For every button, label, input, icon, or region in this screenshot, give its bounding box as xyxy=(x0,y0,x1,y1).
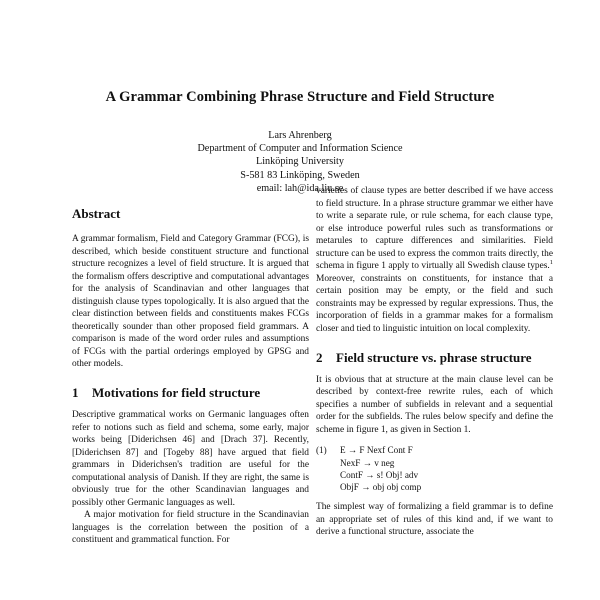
section-2-title: Field structure vs. phrase structure xyxy=(336,349,532,365)
section-1-title: Motivations for field structure xyxy=(92,385,261,401)
author-department: Department of Computer and Information Science xyxy=(197,143,403,155)
author-address: S-581 83 Linköping, Sweden xyxy=(240,169,360,181)
right-column-text: varieties of clause types are better described if we have access to field structure. In a phrase structure grammar we either have to write a separate rule, or rule schema, for each clause type, or else introduce powerful rules such as transformations or metarules to capture differences and similarities. Field structure can be used to express the common traits directly, the schema in figure 1 apply to virtually all Swedish clause types. xyxy=(316,186,553,272)
paper-title: A Grammar Combining Phrase Structure and Field Structure xyxy=(105,89,495,105)
rule-row: (1) E → F Nexf Cont F xyxy=(316,445,413,456)
author-name: Lars Ahrenberg xyxy=(268,130,332,141)
example-label: (1) xyxy=(316,445,327,456)
section-1-heading xyxy=(72,385,309,401)
rule-lhs: NexF xyxy=(340,457,361,468)
right-column-text-cont: Moreover, constraints on constituents, for instance that a certain position may be empty, or the field and such constraints may be expressed by regular expressions. Thus, the incorporation of fields in a grammar makes for a formalism closer and tied to linguistic intuition on local complexity. xyxy=(316,273,553,335)
rule-lhs: ContF xyxy=(340,469,363,480)
section-2-heading xyxy=(316,350,553,366)
section-1-paragraph: A major motivation for field structure in the Scandinavian languages is the correlation between the position of a constituent and grammatical function. For xyxy=(72,510,309,546)
footnote-mark: 1 xyxy=(549,259,553,267)
rule-rhs: → v neg xyxy=(362,457,395,468)
section-2-number: 2 xyxy=(316,349,323,365)
rule-row xyxy=(316,457,553,469)
right-column xyxy=(316,185,553,539)
rule-row xyxy=(316,469,553,481)
grammar-rules-example xyxy=(316,444,553,493)
section-1-number: 1 xyxy=(72,385,79,401)
author-university: Linköping University xyxy=(255,156,344,168)
section-2-paragraph: The simplest way of formalizing a field grammar is to define an appropriate set of rules of this kind and, if we want to derive a functional structure, associate the xyxy=(316,502,553,538)
rule-rhs: → s! Obj! adv xyxy=(365,469,419,480)
author-email: email: lah@ida.liu.se xyxy=(256,182,344,194)
abstract-heading: Abstract xyxy=(72,206,121,221)
section-1-paragraph: Descriptive grammatical works on Germanic languages often refer to notions such as field and schema, some early, major works being [Diderichsen 46] and [Drach 37]. Recently, [Diderichsen 87] and [Togeby 88] have argued that field grammars in Diderichsen's tradition are useful for the computational analysis of Danish. If they are right, the same is obviously true for the other Scandinavian languages and possibly other Germanic languages as well. xyxy=(72,410,309,508)
rule-lhs: E xyxy=(340,445,346,456)
section-2-intro: It is obvious that at structure at the main clause level can be described by context-free rewrite rules, each of which specifies a number of subfields in relevant and a sequential order for the subfields. The rules below specify and define the scheme in figure 1, as given in Section 1. xyxy=(316,374,553,435)
left-column xyxy=(72,206,309,547)
rule-rhs: → obj obj comp xyxy=(361,481,422,492)
abstract-text: A grammar formalism, Field and Category Grammar (FCG), is described, which beside constituent structure and functional structure recognizes a level of field structure. It is argued that the formalism offers descriptive and computational advantages for the analysis of Scandinavian and other languages that distinguish clause types topologically. It is also argued that the clear distinction between fields and constituents makes FCGs theoretically sounder than other proposed field grammars. A comparison is made of the word order rules and assumptions of FCGs with the partial orderings employed by GPSG and other models. xyxy=(72,234,309,370)
rule-row xyxy=(316,481,553,493)
right-column-paragraph xyxy=(316,185,553,336)
rule-lhs: ObjF xyxy=(340,481,359,492)
rule-rhs: F Nexf Cont F xyxy=(359,445,413,456)
